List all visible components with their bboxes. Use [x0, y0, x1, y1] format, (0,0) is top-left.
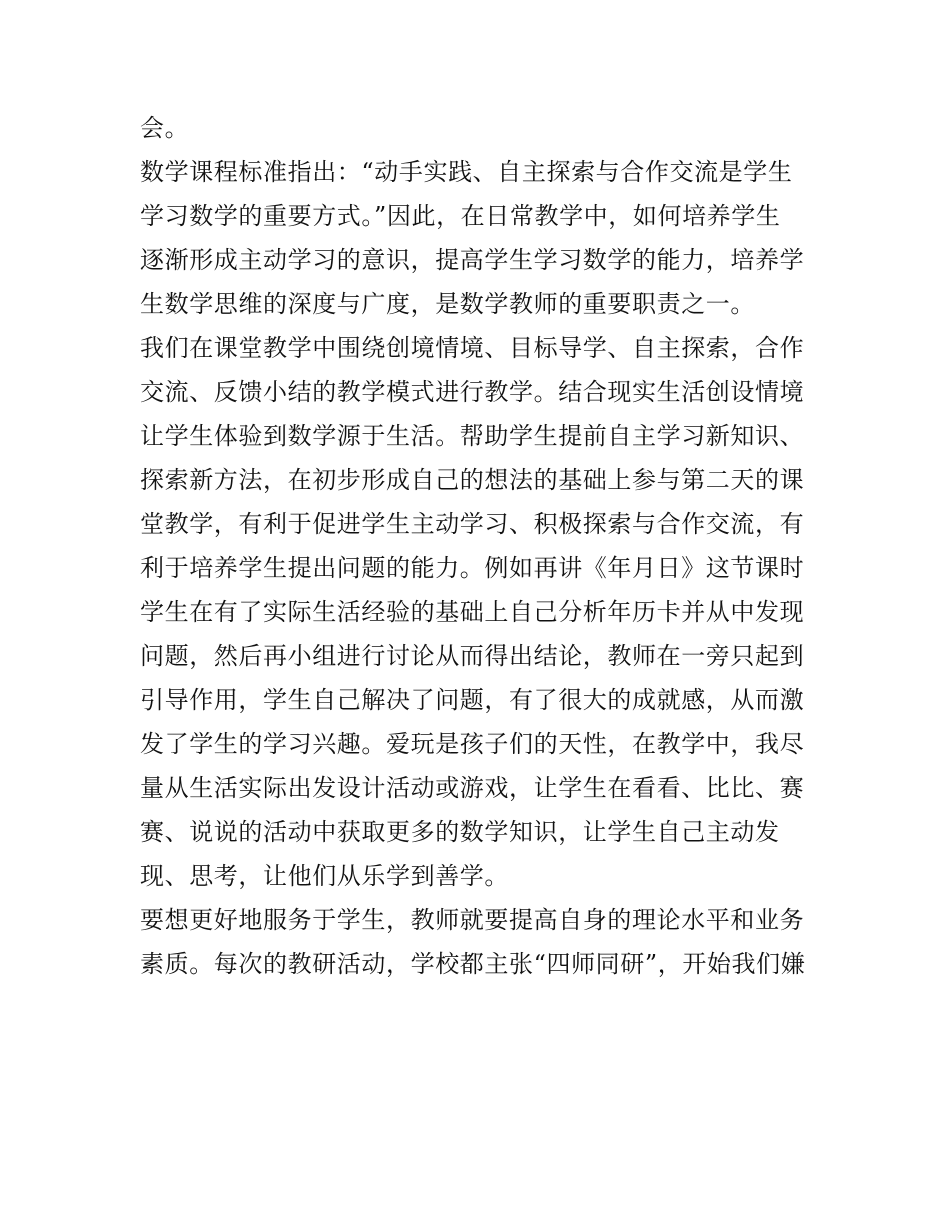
text-line: 探索新方法，在初步形成自己的想法的基础上参与第二天的课	[140, 466, 805, 494]
text-line: 交流、反馈小结的教学模式进行教学。结合现实生活创设情境	[140, 378, 805, 406]
text-line: 学生在有了实际生活经验的基础上自己分析年历卡并从中发现	[140, 598, 805, 626]
text-line: 素质。每次的教研活动，学校都主张“四师同研”，开始我们嫌	[140, 950, 806, 978]
text-line: 我们在课堂教学中围绕创境情境、目标导学、自主探索，合作	[140, 334, 805, 362]
text-line: 引导作用，学生自己解决了问题，有了很大的成就感，从而激	[140, 686, 805, 714]
text-line: 堂教学，有利于促进学生主动学习、积极探索与合作交流，有	[140, 510, 805, 538]
text-line: 量从生活实际出发设计活动或游戏，让学生在看看、比比、赛	[140, 774, 805, 802]
text-line: 利于培养学生提出问题的能力。例如再讲《年月日》这节课时	[140, 554, 805, 582]
text-line: 学习数学的重要方式。”因此，在日常教学中，如何培养学生	[140, 202, 781, 230]
text-line: 赛、说说的活动中获取更多的数学知识，让学生自己主动发	[140, 818, 780, 846]
text-line: 现、思考，让他们从乐学到善学。	[140, 862, 509, 890]
body-text	[140, 106, 820, 986]
text-line: 数学课程标准指出：“动手实践、自主探索与合作交流是学生	[140, 158, 793, 186]
text-line: 问题，然后再小组进行讨论从而得出结论，教师在一旁只起到	[140, 642, 805, 670]
text-line: 会。	[140, 114, 190, 142]
text-line: 生数学思维的深度与广度，是数学教师的重要职责之一。	[140, 290, 755, 318]
text-line: 让学生体验到数学源于生活。帮助学生提前自主学习新知识、	[140, 422, 805, 450]
text-line: 发了学生的学习兴趣。爱玩是孩子们的天性，在教学中，我尽	[140, 730, 805, 758]
text-line: 逐渐形成主动学习的意识，提高学生学习数学的能力，培养学	[140, 246, 805, 274]
text-line: 要想更好地服务于学生，教师就要提高自身的理论水平和业务	[140, 906, 805, 934]
